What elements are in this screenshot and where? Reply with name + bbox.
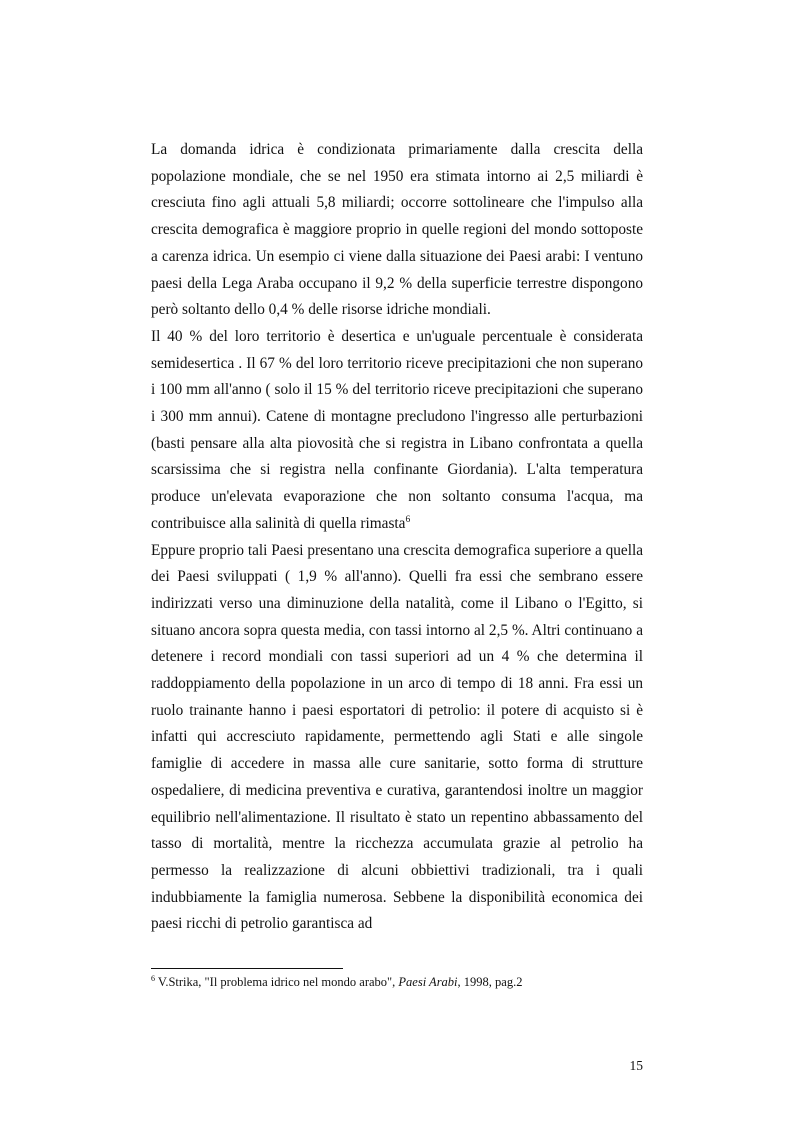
footnote-source-title: Paesi Arabi — [398, 975, 458, 989]
paragraph-territory — [151, 324, 643, 538]
paragraph-text: La domanda idrica è condizionata primariamente dalla crescita della popolazione mondiale, che se nel 1950 era stimata intorno ai 2,5 miliardi è cresciuta fino agli attuali 5,8 miliardi; occorre sottolineare che l'impulso alla crescita demografica è maggiore proprio in quelle regioni del mondo sottoposte a carenza idrica. Un esempio ci viene dalla situazione dei Paesi arabi: I ventuno paesi della Lega Araba occupano il 9,2 % della superficie terrestre dispongono però soltanto dello 0,4 % delle risorse idriche mondiali. — [151, 141, 643, 319]
footnote-mark: 6 — [151, 973, 155, 983]
footnote-separator — [151, 968, 343, 969]
footnote-text-after: , 1998, pag.2 — [457, 975, 523, 989]
body-text — [151, 137, 643, 938]
footnote-text-before: V.Strika, "Il problema idrico nel mondo arabo", — [155, 975, 399, 989]
paragraph-demographics — [151, 538, 643, 939]
page-number: 15 — [629, 1058, 643, 1073]
paragraph-text: Il 40 % del loro territorio è desertica e un'uguale percentuale è considerata semidesertica . Il 67 % del loro territorio riceve precipitazioni che non superano i 100 mm all'anno ( solo il 15 % del territorio riceve precipitazioni che superano i 300 mm annui). Catene di montagne precludono l'ingresso alle perturbazioni (basti pensare alla alta piovosità che si registra in Libano confrontata a quella scarsissima che si registra nella confinante Giordania). L'alta temperatura produce un'elevata evaporazione che non soltanto consuma l'acqua, ma contribuisce alla salinità di quella rimasta — [151, 327, 643, 532]
paragraph-text: Eppure proprio tali Paesi presentano una crescita demografica superiore a quella dei Paesi sviluppati ( 1,9 % all'anno). Quelli fra essi che sembrano essere indirizzati verso una diminuzione della natalità, come il Libano o l'Egitto, si situano ancora sopra questa media, con tassi intorno al 2,5 %. Altri continuano a detenere i record mondiali con tassi superiori ad un 4 % che determina il raddoppiamento della popolazione in un arco di tempo di 18 anni. Fra essi un ruolo trainante hanno i paesi esportatori di petrolio: il potere di acquisto si è infatti qui accresciuto rapidamente, permettendo agli Stati e alle singole famiglie di accedere in massa alle cure sanitarie, sotto forma di strutture ospedaliere, di medicina preventiva e curativa, garantendosi inoltre un maggior equilibrio nell'alimentazione. Il risultato è stato un repentino abbassamento del tasso di mortalità, mentre la ricchezza accumulata grazie al petrolio ha permesso la realizzazione di alcuni obbiettivi tradizionali, tra i quali indubbiamente la famiglia numerosa. Sebbene la disponibilità economica dei paesi ricchi di petrolio garantisca ad — [151, 541, 643, 933]
paragraph-water-demand — [151, 137, 643, 324]
footnote — [151, 974, 643, 990]
footnote-reference[interactable]: 6 — [405, 514, 411, 525]
